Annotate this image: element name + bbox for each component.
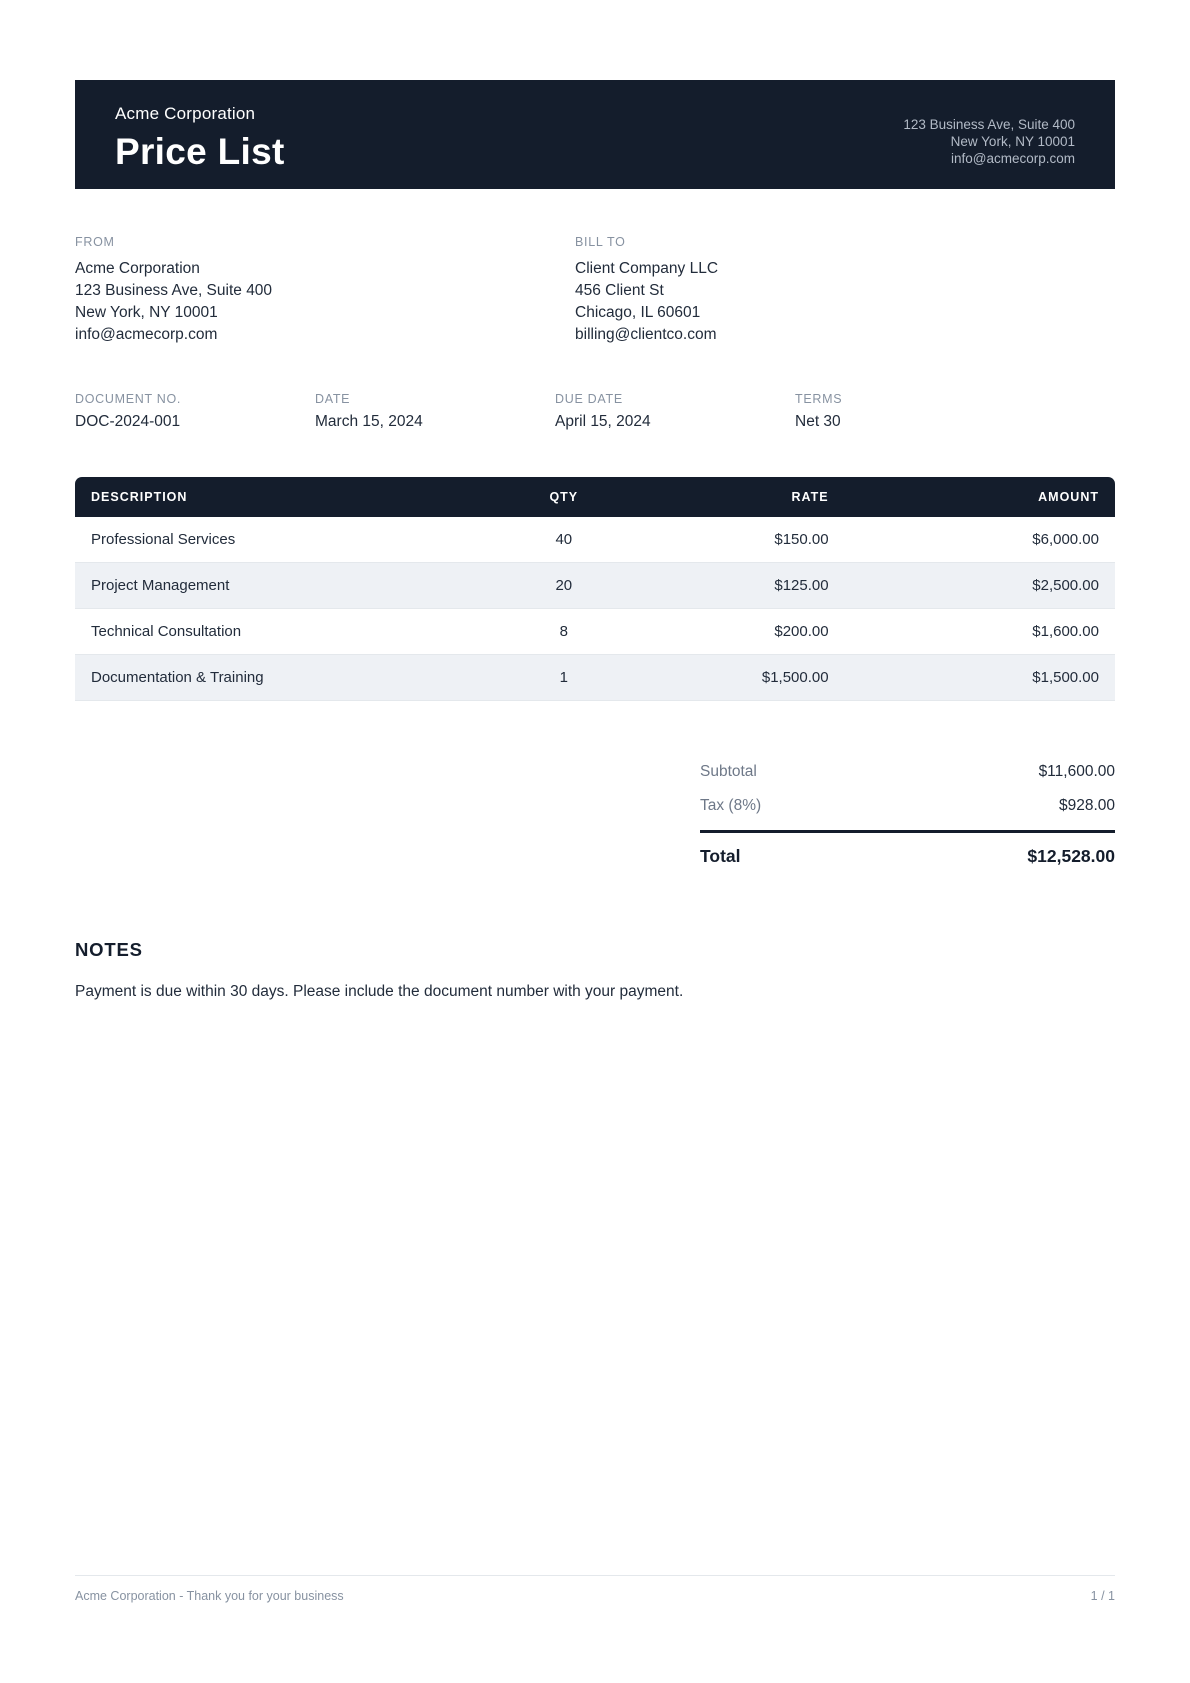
column-header-rate: RATE (637, 477, 845, 517)
cell-rate: $125.00 (637, 563, 845, 609)
meta-label: TERMS (795, 392, 843, 406)
meta-due-date (555, 392, 795, 431)
from-label: FROM (75, 235, 115, 249)
cell-description: Project Management (75, 563, 491, 609)
cell-rate: $1,500.00 (637, 655, 845, 701)
company-address-block (903, 104, 1075, 167)
totals-section (700, 755, 1115, 867)
cell-description: Documentation & Training (75, 655, 491, 701)
cell-qty: 40 (491, 517, 637, 563)
cell-rate: $150.00 (637, 517, 845, 563)
page-footer (75, 1575, 1115, 1603)
company-email: info@acmecorp.com (951, 151, 1075, 166)
bill-to-label: BILL TO (575, 235, 626, 249)
company-name: Acme Corporation (115, 104, 256, 123)
meta-label: DATE (315, 392, 351, 406)
subtotal-value: $11,600.00 (1038, 763, 1115, 780)
cell-description: Technical Consultation (75, 609, 491, 655)
bill-to-email: billing@clientco.com (575, 326, 717, 343)
meta-value: Net 30 (795, 413, 841, 430)
notes-section (75, 939, 1115, 1003)
column-header-qty: QTY (491, 477, 637, 517)
header-left (115, 104, 285, 173)
cell-amount: $2,500.00 (845, 563, 1115, 609)
column-header-amount: AMOUNT (845, 477, 1115, 517)
table-row (75, 655, 1115, 701)
table-row (75, 609, 1115, 655)
subtotal-label: Subtotal (700, 763, 757, 780)
meta-document-no (75, 392, 315, 431)
cell-rate: $200.00 (637, 609, 845, 655)
tax-row (700, 789, 1115, 823)
cell-description: Professional Services (75, 517, 491, 563)
tax-label: Tax (8%) (700, 797, 762, 814)
from-line: 123 Business Ave, Suite 400 (75, 282, 273, 299)
subtotal-row (700, 755, 1115, 789)
bill-to-line: 456 Client St (575, 282, 664, 299)
from-line: New York, NY 10001 (75, 304, 218, 321)
cell-qty: 8 (491, 609, 637, 655)
company-address-line: New York, NY 10001 (950, 134, 1075, 149)
meta-terms (795, 392, 1115, 431)
document-title: Price List (115, 131, 285, 172)
from-block (75, 235, 575, 346)
cell-qty: 20 (491, 563, 637, 609)
cell-qty: 1 (491, 655, 637, 701)
table-row (75, 517, 1115, 563)
from-email: info@acmecorp.com (75, 326, 218, 343)
meta-value: March 15, 2024 (315, 413, 423, 430)
column-header-description: DESCRIPTION (75, 477, 491, 517)
meta-value: April 15, 2024 (555, 413, 651, 430)
total-row (700, 830, 1115, 867)
table-body (75, 517, 1115, 701)
notes-heading: NOTES (75, 939, 143, 960)
company-address-line: 123 Business Ave, Suite 400 (903, 117, 1075, 132)
table-row (75, 563, 1115, 609)
bill-to-block (575, 235, 1115, 346)
table-header (75, 477, 1115, 517)
notes-body: Payment is due within 30 days. Please include the document number with your payment. (75, 983, 684, 1000)
total-value: $12,528.00 (1027, 846, 1115, 866)
bill-to-line: Client Company LLC (575, 260, 719, 277)
cell-amount: $1,500.00 (845, 655, 1115, 701)
from-line: Acme Corporation (75, 260, 200, 277)
cell-amount: $6,000.00 (845, 517, 1115, 563)
meta-label: DUE DATE (555, 392, 623, 406)
meta-label: DOCUMENT NO. (75, 392, 182, 406)
meta-date (315, 392, 555, 431)
document-meta-row (75, 392, 1115, 431)
header-banner (75, 80, 1115, 189)
total-label: Total (700, 846, 741, 866)
cell-amount: $1,600.00 (845, 609, 1115, 655)
tax-value: $928.00 (1058, 797, 1115, 814)
page-number: 1 / 1 (1090, 1589, 1115, 1603)
footer-left-text: Acme Corporation - Thank you for your business (75, 1589, 344, 1603)
bill-to-line: Chicago, IL 60601 (575, 304, 701, 321)
meta-value: DOC-2024-001 (75, 413, 181, 430)
line-items-table (75, 477, 1115, 701)
parties-section (75, 235, 1115, 346)
